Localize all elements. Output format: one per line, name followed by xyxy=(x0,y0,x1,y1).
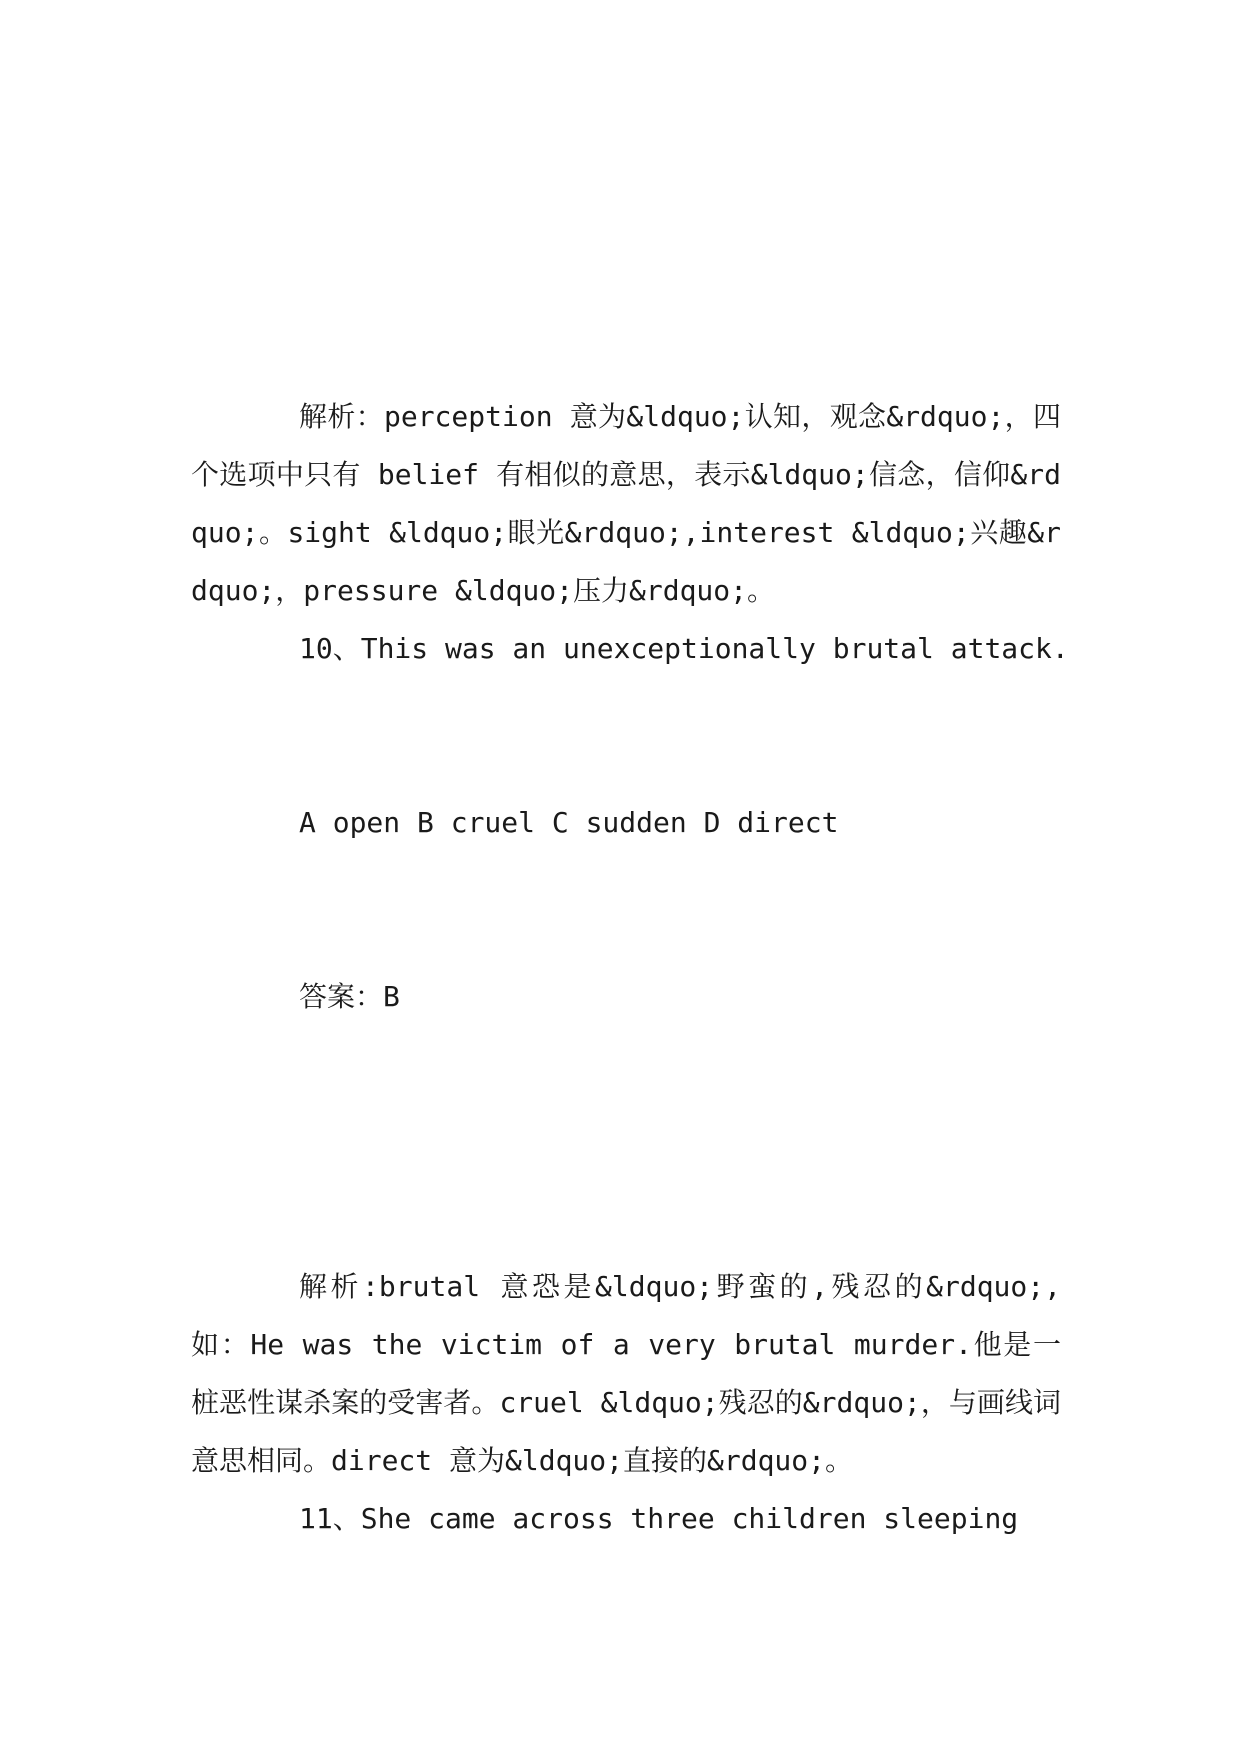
explanation-text: 解析:brutal 意恐是&ldquo;野蛮的,残忍的&rdquo;,如：He was the victim of a very brutal murder.他是一桩恶性谋杀案的受害者。cruel &ldquo;残忍的&rdquo;，与画线词意思相同。direct 意为&ldquo;直接的&rdquo;。 xyxy=(191,1270,1061,1477)
explanation-text: 解析：perception 意为&ldquo;认知，观念&rdquo;，四个选项中只有 belief 有相似的意思，表示&ldquo;信念，信仰&rdquo;。sight &ldquo;眼光&rdquo;,interest &ldquo;兴趣&rdquo;，pressure &ldquo;压力&rdquo;。 xyxy=(191,400,1061,607)
question-10-answer: 答案：B xyxy=(299,980,400,1013)
question-10: 10、This was an unexceptionally brutal attack. xyxy=(299,632,1069,665)
question-10-options: A open B cruel C sudden D direct xyxy=(299,806,839,839)
question-11: 11、She came across three children sleeping xyxy=(299,1502,1019,1535)
